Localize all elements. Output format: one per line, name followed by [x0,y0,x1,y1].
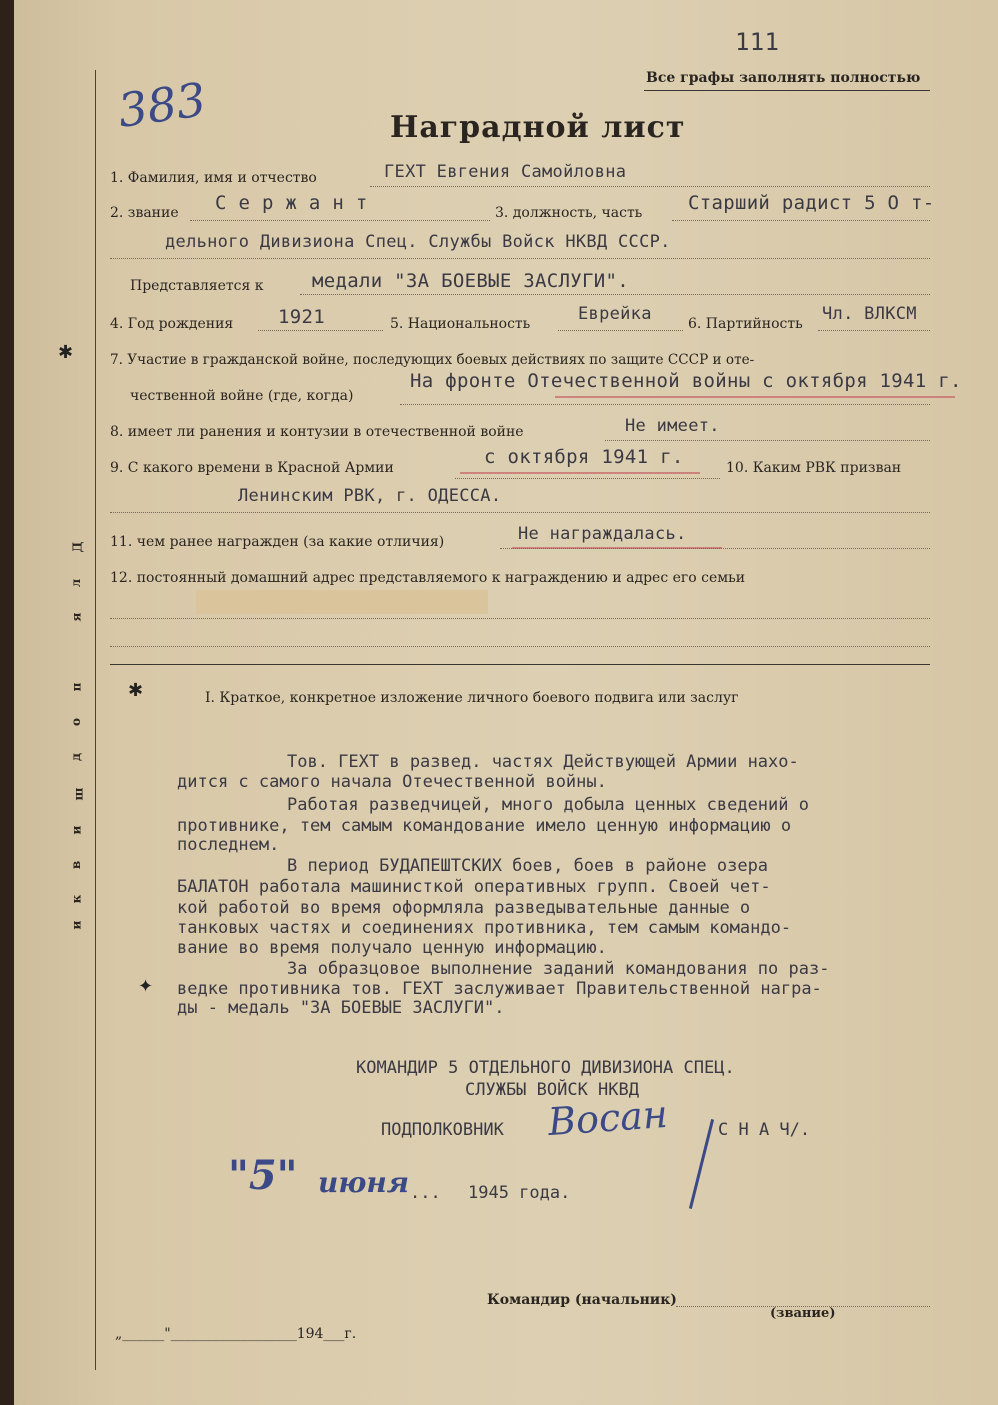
date-dots: ... [410,1183,441,1203]
date-month: июня [318,1166,410,1199]
signature-rank: ПОДПОЛКОВНИК [381,1120,504,1140]
signature-autograph: Восан [546,1091,670,1145]
margin-char: я [69,612,84,622]
field-10-label: 10. Каким РВК призван [726,460,902,476]
page-number: 111 [735,28,780,56]
nomination-label: Представляется к [130,278,264,294]
instruction-underline [644,90,930,91]
margin-char: к [69,894,84,904]
field-6-value: Чл. ВЛКСМ [822,304,917,324]
date-year: 1945 года. [468,1183,571,1203]
field-4-value: 1921 [278,306,325,328]
field-6-line [818,330,930,331]
nomination-value: медали "ЗА БОЕВЫЕ ЗАСЛУГИ". [312,270,629,292]
signature-name-tail: С Н А Ч/. [718,1120,811,1140]
field-12-label: 12. постоянный домашний адрес представляемого к награждению и адрес его семьи [110,570,746,586]
field-8-label: 8. имеет ли ранения и контузии в отечественной войне [110,424,524,440]
field-3-continuation: дельного Дивизиона Спец. Службы Войск НКВД СССР. [165,232,671,252]
field-3-label: 3. должность, часть [495,205,643,221]
narrative-line: Работая разведчицей, много добыла ценных сведений о [287,795,809,815]
narrative-line: кой работой во время оформляла разведывательные данные о [177,898,751,918]
margin-char: д [69,753,83,761]
date-day: "5" [228,1152,298,1199]
narrative-line: ды - медаль "ЗА БОЕВЫЕ ЗАСЛУГИ". [177,998,505,1018]
page-title: Наградной лист [390,110,686,145]
commander-label: Командир (начальник) [487,1292,677,1308]
narrative-line: противнике, тем самым командование имело ценную информацию о [177,816,792,836]
margin-char: и [69,825,84,835]
field-9-value: с октября 1941 г. [484,446,684,468]
narrative-line: вание во время получало ценную информацию. [177,938,607,958]
narrative-line: последнем. [177,835,280,855]
binding-hole-mark: ✱ [128,680,144,701]
field-5-line [558,330,683,331]
narrative-line: В период БУДАПЕШТСКИХ боев, боев в районе озера [287,856,769,876]
instruction-text: Все графы заполнять полностью [646,70,921,86]
rank-label: (звание) [770,1306,836,1321]
section-divider [110,664,930,665]
field-11-label: 11. чем ранее награжден (за какие отличия) [110,534,445,550]
field-6-label: 6. Партийность [688,316,803,332]
field-7-red-underline [555,396,955,398]
field-9-line [455,478,720,479]
page-edge [0,0,14,1405]
binding-margin-label [60,540,90,930]
field-3-line [672,220,930,221]
redacted-address [196,590,488,614]
field-1-line [370,186,930,187]
field-1-label: 1. Фамилия, имя и отчество [110,170,317,186]
footer-date-blank: „______"__________________194___г. [115,1326,357,1342]
margin-char: в [69,860,84,870]
field-1-value: ГЕХТ Евгения Самойловна [384,162,627,182]
field-7-value: На фронте Отечественной войны с октября 1941 г. [410,370,962,392]
margin-char [67,641,81,645]
field-11-value: Не награждалась. [518,524,687,544]
margin-char: Д [70,541,85,553]
field-2-label: 2. звание [110,205,179,221]
field-5-value: Еврейка [578,304,652,324]
field-4-line [258,330,383,331]
field-2-line [190,220,490,221]
narrative-line: БАЛАТОН работала машинисткой оперативных групп. Своей чет- [177,877,771,897]
field-9-label: 9. С какого времени в Красной Армии [110,460,394,476]
margin-char: и [69,920,84,930]
field-10-value: Ленинским РВК, г. ОДЕССА. [238,486,502,506]
field-8-value: Не имеет. [625,416,720,436]
field-11-line [500,548,930,549]
handwritten-number: 383 [114,72,210,138]
field-9-red-underline [460,472,700,474]
section-heading: I. Краткое, конкретное изложение личного боевого подвига или заслуг [205,690,739,706]
signature-title-1: КОМАНДИР 5 ОТДЕЛЬНОГО ДИВИЗИОНА СПЕЦ. [356,1058,735,1078]
margin-char: п [69,682,84,692]
binding-margin-line [95,70,96,1370]
margin-char: ш [71,787,86,801]
narrative-line: Тов. ГЕХТ в развед. частях Действующей Армии нахо- [287,752,799,772]
field-3-cont-line [110,258,930,259]
nomination-line [300,294,930,295]
narrative-line: За образцовое выполнение заданий командования по раз- [287,959,830,979]
signature-stroke [689,1119,714,1209]
field-3-value: Старший радист 5 О т- [688,192,935,214]
narrative-line: танковых частях и соединениях противника, тем самым командо- [177,918,792,938]
field-10-line [110,512,930,513]
field-8-line [605,440,930,441]
signature-title-2: СЛУЖБЫ ВОЙСК НКВД [465,1080,639,1100]
narrative-line: ведке противника тов. ГЕХТ заслуживает Правительственной награ- [177,979,822,999]
field-7-label-1: 7. Участие в гражданской войне, последующих боевых действиях по защите СССР и оте- [110,352,755,368]
field-5-label: 5. Национальность [390,316,531,332]
field-7-line [400,404,930,405]
field-12-line-1 [110,618,930,619]
binding-hole-mark: ✦ [138,976,154,997]
narrative-line: дится с самого начала Отечественной войны. [177,772,607,792]
binding-hole-mark: ✱ [58,342,74,363]
field-12-line-2 [110,646,930,647]
margin-char: о [69,717,84,727]
margin-char: л [69,578,84,588]
field-7-label-2: чественной войне (где, когда) [130,388,354,404]
field-2-value: С е р ж а н т [215,192,368,214]
field-4-label: 4. Год рождения [110,316,234,332]
